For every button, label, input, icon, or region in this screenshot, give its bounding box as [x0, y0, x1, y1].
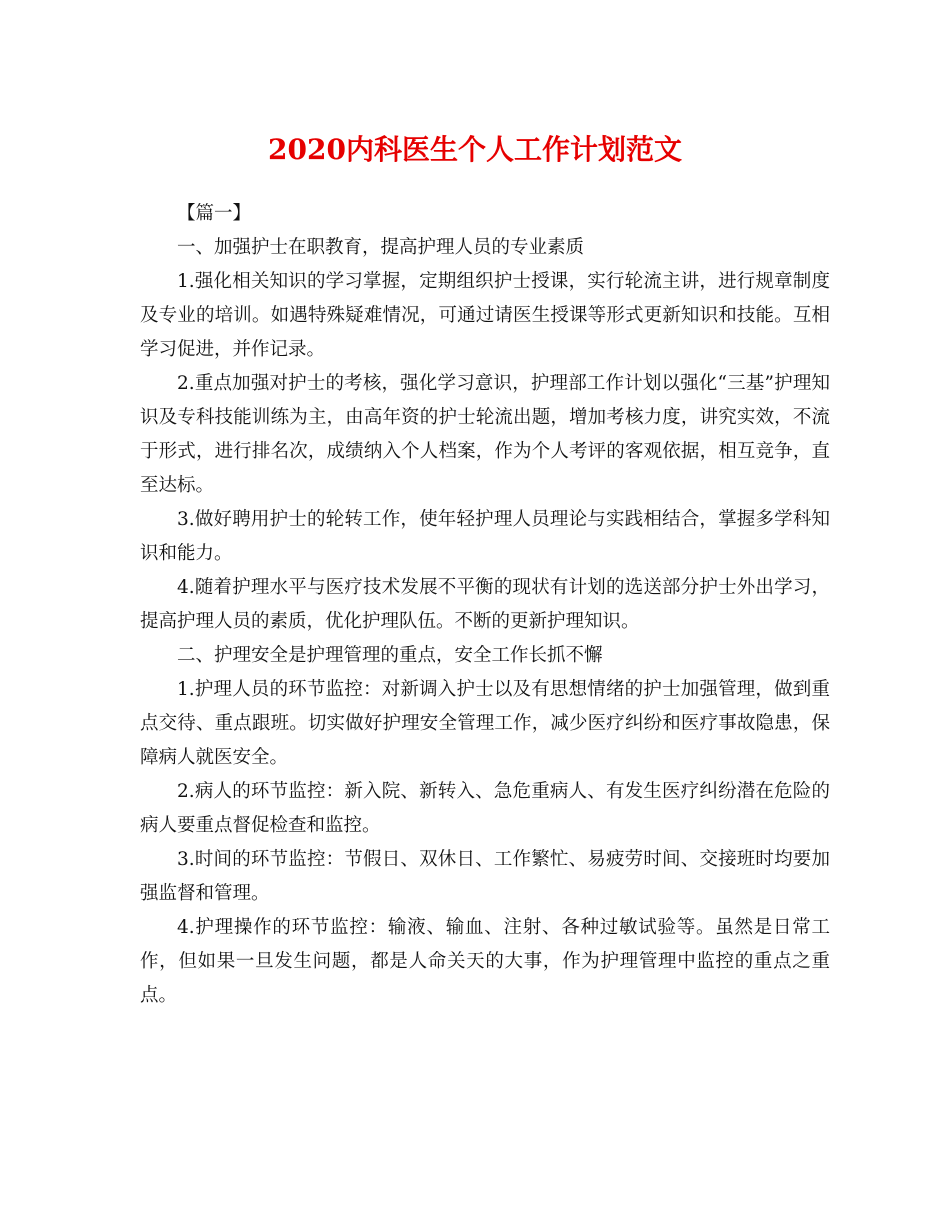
paragraph: 1.护理人员的环节监控：对新调入护士以及有思想情绪的护士加强管理，做到重点交待、重点跟班。切实做好护理安全管理工作，减少医疗纠纷和医疗事故隐患，保障病人就医安全。	[140, 679, 830, 768]
paragraph: 4.护理操作的环节监控：输液、输血、注射、各种过敏试验等。虽然是日常工作，但如果一旦发生问题，都是人命关天的大事，作为护理管理中监控的重点之重点。	[140, 917, 830, 1006]
paragraph: 3.做好聘用护士的轮转工作，使年轻护理人员理论与实践相结合，掌握多学科知识和能力。	[140, 509, 830, 564]
section-label: 【篇一】	[177, 203, 252, 224]
paragraph: 1.强化相关知识的学习掌握，定期组织护士授课，实行轮流主讲，进行规章制度及专业的培训。如遇特殊疑难情况，可通过请医生授课等形式更新知识和技能。互相学习促进，并作记录。	[140, 271, 830, 360]
paragraph: 4.随着护理水平与医疗技术发展不平衡的现状有计划的选送部分护士外出学习，提高护理人员的素质，优化护理队伍。不断的更新护理知识。	[140, 577, 830, 632]
section-heading: 一、加强护士在职教育，提高护理人员的专业素质	[177, 237, 585, 258]
document-title: 2020内科医生个人工作计划范文	[268, 133, 682, 166]
paragraph: 3.时间的环节监控：节假日、双休日、工作繁忙、易疲劳时间、交接班时均要加强监督和管理。	[140, 849, 830, 904]
section-heading: 二、护理安全是护理管理的重点，安全工作长抓不懈	[177, 645, 603, 666]
paragraph: 2.病人的环节监控：新入院、新转入、急危重病人、有发生医疗纠纷潜在危险的病人要重点督促检查和监控。	[140, 781, 830, 836]
document-body	[140, 197, 830, 1013]
paragraph: 2.重点加强对护士的考核，强化学习意识，护理部工作计划以强化“三基”护理知识及专科技能训练为主，由高年资的护士轮流出题，增加考核力度，讲究实效，不流于形式，进行排名次，成绩纳入个人档案，作为个人考评的客观依据，相互竞争，直至达标。	[140, 373, 830, 496]
